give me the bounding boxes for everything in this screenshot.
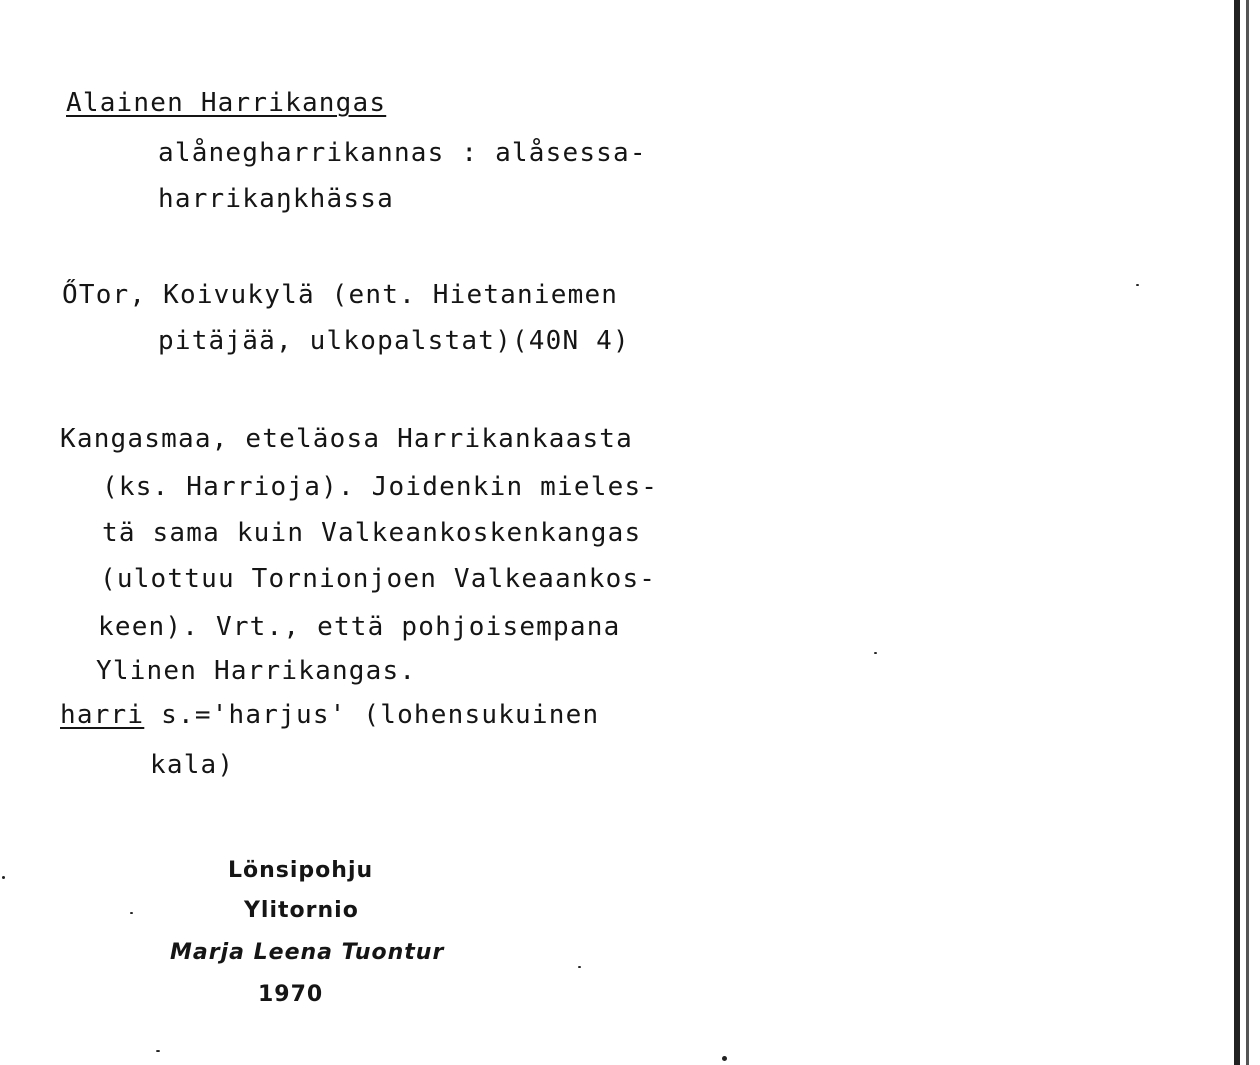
scan-speck [722, 1056, 727, 1061]
scan-speck [2, 876, 5, 879]
stamp-year: 1970 [258, 982, 324, 1007]
headword: Alainen Harrikangas [66, 88, 387, 118]
stamp-region: Lönsipohju [228, 858, 374, 883]
description-line-4: (ulottuu Tornionjoen Valkeaankos- [100, 564, 657, 594]
pronunciation-line-2: harrikaŋkhässa [158, 184, 394, 214]
description-line-6: Ylinen Harrikangas. [96, 656, 417, 686]
scan-speck [578, 966, 581, 968]
description-line-1: Kangasmaa, eteläosa Harrikankaasta [60, 424, 634, 454]
scan-edge-line [1234, 0, 1240, 1065]
description-line-3: tä sama kuin Valkeankoskenkangas [102, 518, 642, 548]
scan-speck [874, 652, 877, 654]
description-line-5: keen). Vrt., että pohjoisempana [98, 612, 621, 642]
source-line-2: pitäjää, ulkopalstat)(40N 4) [158, 326, 630, 356]
etymology-line-2: kala) [150, 750, 235, 780]
stamp-collector: Marja Leena Tuontur [170, 940, 445, 965]
scan-edge-shadow [1246, 0, 1249, 1065]
description-line-2: (ks. Harrioja). Joidenkin mieles- [102, 472, 659, 502]
stamp-parish: Ylitornio [244, 898, 359, 923]
scan-speck [1136, 284, 1139, 286]
source-line-1: ŐTor, Koivukylä (ent. Hietaniemen [62, 280, 619, 310]
etymology-word: harri [60, 700, 145, 730]
scan-speck [130, 912, 133, 914]
scan-speck [156, 1050, 160, 1052]
etymology-line-1 [60, 700, 599, 730]
pronunciation-line-1: alånegharrikannas : alåsessa- [158, 138, 647, 168]
etymology-definition: s.='harjus' (lohensukuinen [144, 700, 600, 730]
